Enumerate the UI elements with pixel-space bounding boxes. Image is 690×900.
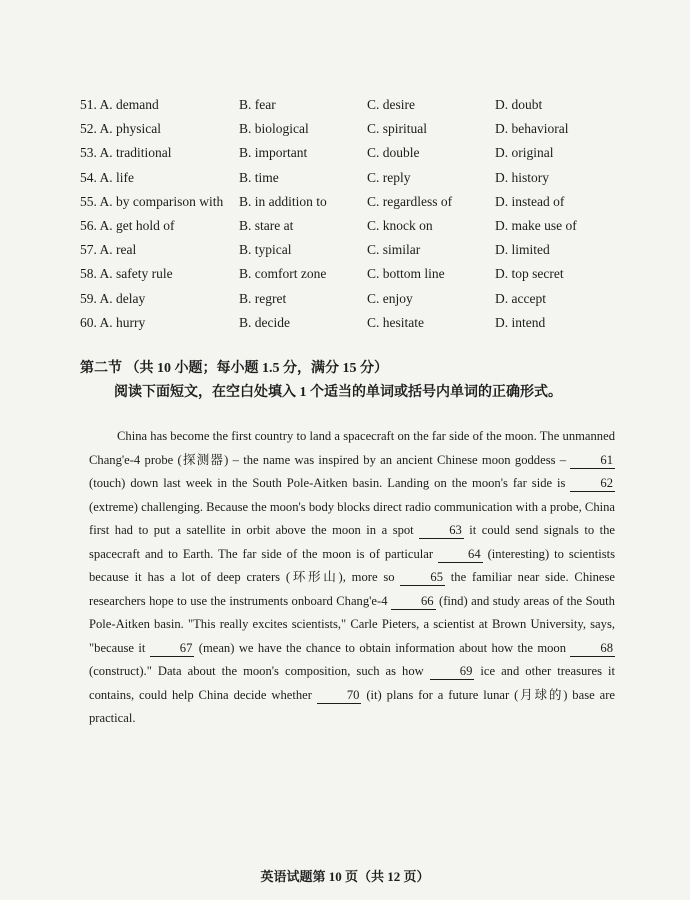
option-b: B. time: [239, 169, 279, 185]
blank-65: 65: [400, 570, 445, 586]
option-d: D. top secret: [495, 266, 564, 282]
blank-61: 61: [570, 453, 615, 469]
option-d: D. behavioral: [495, 121, 569, 137]
option-b: B. typical: [239, 242, 292, 258]
option-row: [80, 166, 640, 190]
blank-62: 62: [570, 476, 615, 492]
cloze-passage: [89, 425, 615, 731]
option-a: 54. A. life: [80, 169, 134, 185]
option-b: B. decide: [239, 314, 290, 330]
option-c: C. bottom line: [367, 266, 445, 282]
option-b: B. in addition to: [239, 193, 327, 209]
option-c: C. reply: [367, 169, 411, 185]
option-c: C. regardless of: [367, 193, 453, 209]
option-c: C. hesitate: [367, 314, 424, 330]
option-d: D. history: [495, 169, 549, 185]
option-row: [80, 93, 640, 117]
blank-68: 68: [570, 641, 615, 657]
option-a: 58. A. safety rule: [80, 266, 173, 282]
option-a: 56. A. get hold of: [80, 218, 175, 234]
page-footer: 英语试题第 10 页（共 12 页）: [260, 869, 430, 884]
passage-text: the familiar near side. Chinese researchers hope to use the instruments onboard Chang'e-4: [89, 570, 615, 608]
passage-text: (find) and study areas of the South Pole-Aitken basin. "This really excites scientists," Carle Pieters, a scientist at Brown University, says, "because it: [89, 593, 615, 655]
option-b: B. comfort zone: [239, 266, 327, 282]
option-d: D. original: [495, 145, 554, 161]
option-c: C. desire: [367, 97, 415, 113]
option-c: C. enjoy: [367, 290, 413, 306]
option-d: D. accept: [495, 290, 546, 306]
option-c: C. double: [367, 145, 420, 161]
option-d: D. limited: [495, 242, 550, 258]
passage-text: (mean) we have the chance to obtain information about how the moon: [194, 640, 571, 655]
option-c: C. similar: [367, 242, 421, 258]
option-b: B. fear: [239, 97, 276, 113]
passage-text: (extreme) challenging. Because the moon's body blocks direct radio communication with a probe, China first had to put a satellite in orbit above the moon in a spot: [89, 499, 615, 537]
option-c: C. knock on: [367, 218, 433, 234]
option-a: 59. A. delay: [80, 290, 146, 306]
blank-63: 63: [419, 523, 464, 539]
option-row: [80, 311, 640, 335]
option-a: 57. A. real: [80, 242, 137, 258]
option-c: C. spiritual: [367, 121, 427, 137]
section-instruction: 阅读下面短文，在空白处填入 1 个适当的单词或括号内单词的正确形式。: [114, 385, 562, 400]
passage-text: (construct)." Data about the moon's composition, such as how: [89, 664, 430, 678]
blank-67: 67: [150, 641, 195, 657]
blank-69: 69: [430, 664, 475, 680]
passage-text: (it) plans for a future lunar (月球的) base are practical.: [89, 687, 615, 725]
option-row: [80, 141, 640, 165]
blank-70: 70: [317, 688, 362, 704]
option-a: 52. A. physical: [80, 121, 161, 137]
option-row: [80, 262, 640, 286]
section-title: 第二节 （共 10 小题；每小题 1.5 分，满分 15 分）: [80, 361, 388, 376]
option-a: 53. A. traditional: [80, 145, 172, 161]
passage-text: (interesting) to scientists because it has a lot of deep craters (环形山), more so: [89, 546, 615, 584]
option-a: 51. A. demand: [80, 97, 159, 113]
blank-66: 66: [391, 594, 436, 610]
option-a: 55. A. by comparison with: [80, 193, 224, 209]
option-d: D. instead of: [495, 193, 565, 209]
option-row: [80, 190, 640, 214]
option-row: [80, 214, 640, 238]
passage-paragraph: [89, 425, 615, 731]
option-row: [80, 287, 640, 311]
option-d: D. doubt: [495, 97, 543, 113]
options-table: [80, 93, 640, 335]
option-row: [80, 117, 640, 141]
option-b: B. stare at: [239, 218, 294, 234]
option-b: B. important: [239, 145, 308, 161]
passage-text: it could send signals to the spacecraft and to Earth. The far side of the moon is of particular: [89, 523, 615, 561]
passage-text: ice and other treasures it contains, could help China decide whether: [89, 664, 615, 702]
option-a: 60. A. hurry: [80, 314, 146, 330]
blank-64: 64: [438, 547, 483, 563]
option-row: [80, 238, 640, 262]
option-b: B. regret: [239, 290, 287, 306]
passage-text: China has become the first country to land a spacecraft on the far side of the moon. The unmanned Chang'e-4 probe (探测器) – the name was inspired by an ancient Chinese moon goddess –: [89, 429, 615, 467]
option-d: D. intend: [495, 314, 546, 330]
passage-text: (touch) down last week in the South Pole-Aitken basin. Landing on the moon's far side is: [89, 476, 571, 490]
option-b: B. biological: [239, 121, 309, 137]
option-d: D. make use of: [495, 218, 577, 234]
